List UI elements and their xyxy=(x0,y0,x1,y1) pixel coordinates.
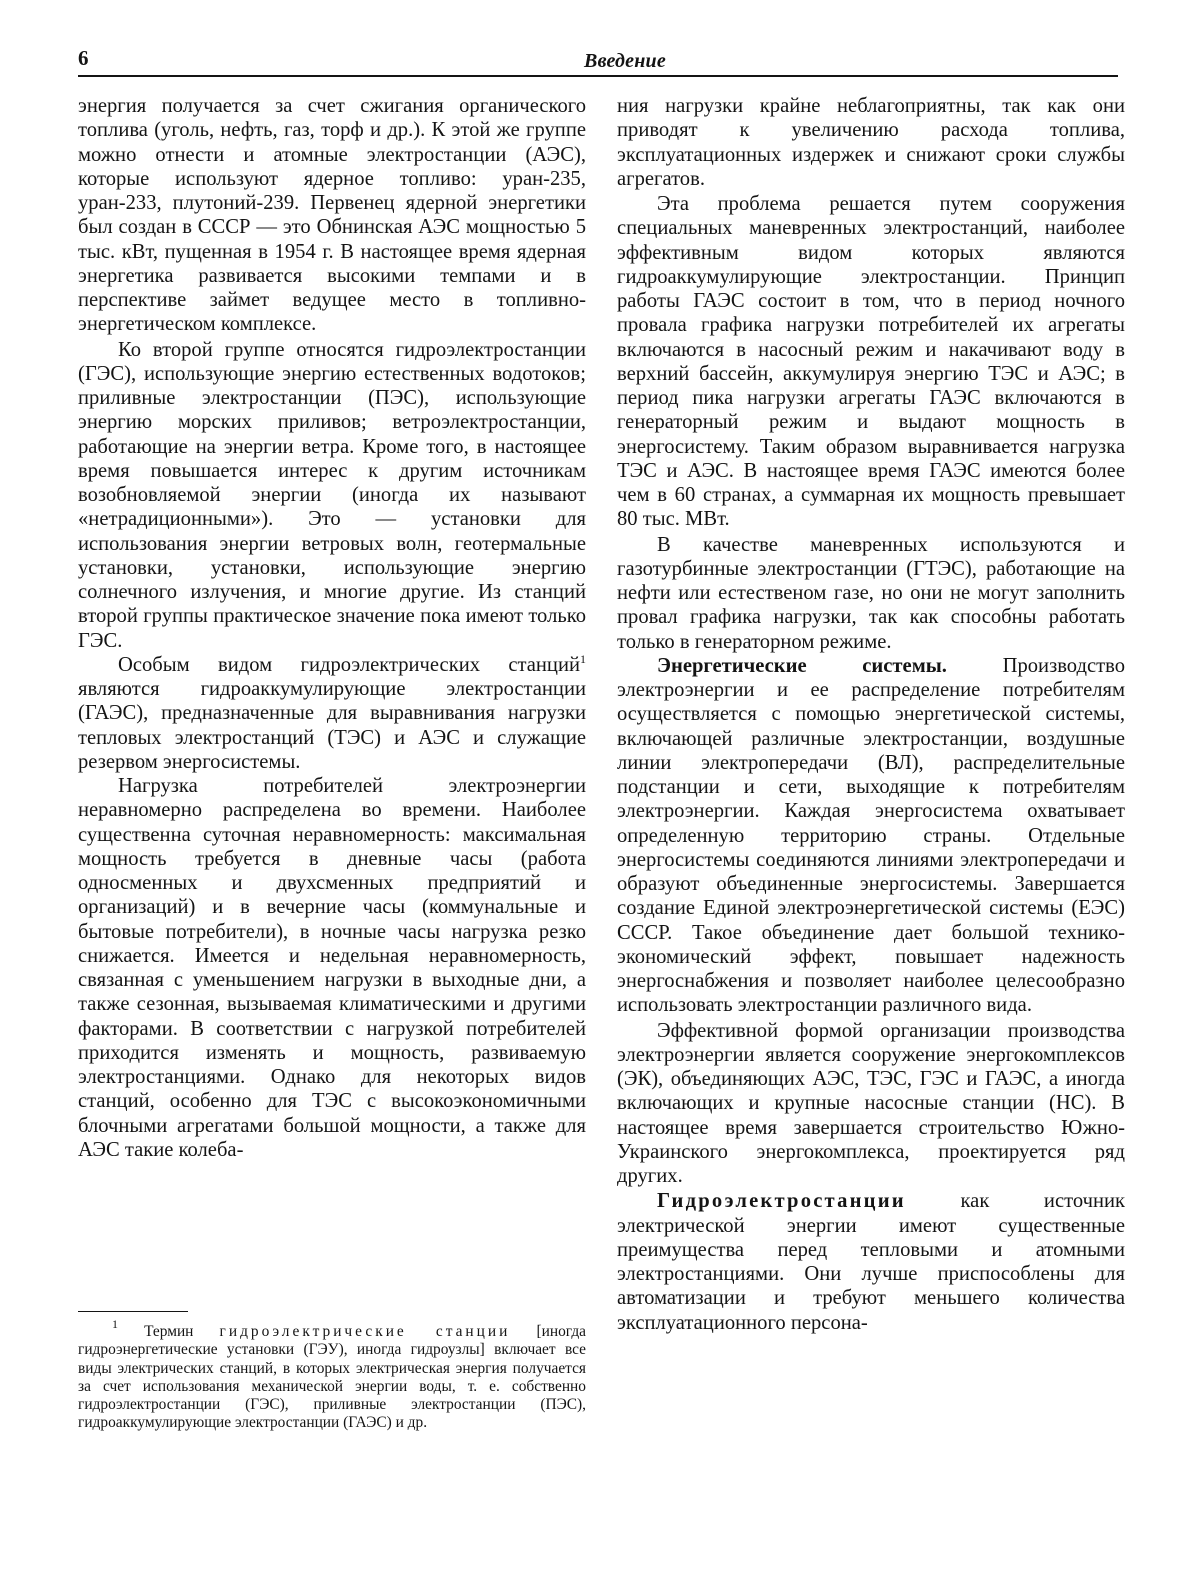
paragraph-text: Особым видом гидроэлектрических станций xyxy=(118,653,580,676)
footnote-marker: 1 xyxy=(112,1317,118,1331)
paragraph xyxy=(617,654,1125,1018)
footnote-text: [иногда гидроэнергетические установки (ГЭУ), иногда гидроузлы] включает все виды электрических станций, в которых электрическая энергия получается за счет использования механической энергии воды, т. е. собственно гидроэлектростанции (ГЭС), приливные электростанции (ПЭС), гидроаккумулирующие электростанции (ГАЭС) и др. xyxy=(78,1323,586,1432)
paragraph: энергия получается за счет сжигания органического топлива (уголь, нефть, газ, торф и др.). К этой же группе можно отнести и атомные электростанции (АЭС), которые используют ядерное топливо: уран-235, уран-233, плутоний-239. Первенец ядерной энергетики был создан в СССР — это Обнинская АЭС мощностью 5 тыс. кВт, пущенная в 1954 г. В настоящее время ядерная энергетика развивается высокими темпами и в перспективе займет ведущее место в топливно-энергетическом комплексе. xyxy=(78,95,586,336)
paragraph-text: как источник электрической энергии имеют существенные преимущества перед тепловыми и атомными электростанциями. Они лучше приспособлены для автоматизации и требуют меньшего количества эксплуатационного персона- xyxy=(617,1190,1125,1334)
left-column xyxy=(78,94,586,1162)
section-heading: Гидроэлектростанции xyxy=(657,1190,906,1213)
paragraph-text: являются гидроаккумулирующие электростанции (ГАЭС), предназначенные для выравнивания нагрузки тепловых электростанций (ТЭС) и АЭС и служащие резервом энергосистемы. xyxy=(78,678,586,773)
paragraph xyxy=(78,653,586,774)
footnote-rule xyxy=(78,1311,188,1312)
running-head: Введение xyxy=(584,50,666,72)
paragraph-text: Производство электроэнергии и ее распределение потребителям осуществляется с помощью энергетической системы, включающей различные электростанции, воздушные линии электропередачи (ВЛ), распределительные подстанции и сети, выходящие к потребителям электроэнергии. Каждая энергосистема охватывает определенную территорию страны. Отдельные энергосистемы соединяются линиями электропередачи и образуют объединенные энергосистемы. Завершается создание Единой электроэнергетической системы (ЕЭС) СССР. Такое объединение дает большой технико-экономический эффект, повышает надежность энергоснабжения и позволяет наиболее целесообразно использовать электростанции различного вида. xyxy=(617,654,1125,1017)
header-rule xyxy=(78,75,1118,77)
paragraph: В качестве маневренных используются и газотурбинные электростанции (ГТЭС), работающие на нефти или естественом газе, но они не могут заполнить провал графика нагрузки, так как способны работать только в генераторном режиме. xyxy=(617,533,1125,653)
footnote-term: гидроэлектрические станции xyxy=(219,1323,511,1340)
footnote xyxy=(78,1317,586,1433)
paragraph: Эффективной формой организации производства электроэнергии является сооружение энергокомплексов (ЭК), объединяющих АЭС, ТЭС, ГЭС и ГАЭС, а иногда включающих и крупные насосные станции (НС). В настоящее время завершается строительство Южно-Украинского энергокомплекса, проектируется ряд других. xyxy=(617,1019,1125,1187)
page-number: 6 xyxy=(78,46,89,70)
paragraph: ния нагрузки крайне неблагоприятны, так как они приводят к увеличению расхода топлива, эксплуатационных издержек и снижают сроки службы агрегатов. xyxy=(617,95,1125,190)
paragraph: Ко второй группе относятся гидроэлектростанции (ГЭС), использующие энергию естественных водотоков; приливные электростанции (ПЭС), использующие энергию морских приливов; ветроэлектростанции, работающие на энергии ветра. Кроме того, в настоящее время повышается интерес к другим источникам возобновляемой энергии (иногда их называют «нетрадиционными»). Это — установки для использования энергии ветровых волн, геотермальные установки, установки, использующие энергию солнечного излучения, и многие другие. Из станций второй группы практическое значение пока имеют только ГЭС. xyxy=(78,338,586,652)
footnote-text: Термин xyxy=(118,1323,220,1340)
paragraph: Эта проблема решается путем сооружения специальных маневренных электростанций, наиболее эффективным видом которых являются гидроаккумулирующие электростанции. Принцип работы ГАЭС состоит в том, что в период ночного провала графика нагрузки потребителей их агрегаты включаются в насосный режим и накачивают воду в верхний бассейн, аккумулируя энергию ТЭС и АЭС; в период пика нагрузки агрегаты ГАЭС включаются в генераторный режим и выдают мощность в энергосистему. Таким образом выравнивается нагрузка ТЭС и АЭС. В настоящее время ГАЭС имеются более чем в 60 странах, а суммарная их мощность превышает 80 тыс. МВт. xyxy=(617,193,1125,531)
paragraph: Нагрузка потребителей электроэнергии неравномерно распределена во времени. Наиболее существенна суточная неравномерность: максимальная мощность требуется в дневные часы (работа односменных и двухсменных предприятий и организаций) и в вечерние часы (коммунальные и бытовые потребители), в ночные часы нагрузка резко снижается. Имеется и недельная неравномерность, связанная с уменьшением нагрузки в выходные дни, а также сезонная, вызываемая климатическими и другими факторами. В соответствии с нагрузкой потребителей приходится изменять и мощность, развиваемую электростанциями. Однако для некоторых видов станций, особенно для ТЭС с высокоэкономичными блочными агрегатами большой мощности, а также для АЭС такие колеба- xyxy=(78,775,586,1161)
footnote-ref: 1 xyxy=(580,651,586,666)
paragraph xyxy=(617,1189,1125,1335)
right-column xyxy=(617,94,1125,1335)
section-heading: Энергетические системы. xyxy=(657,654,947,677)
